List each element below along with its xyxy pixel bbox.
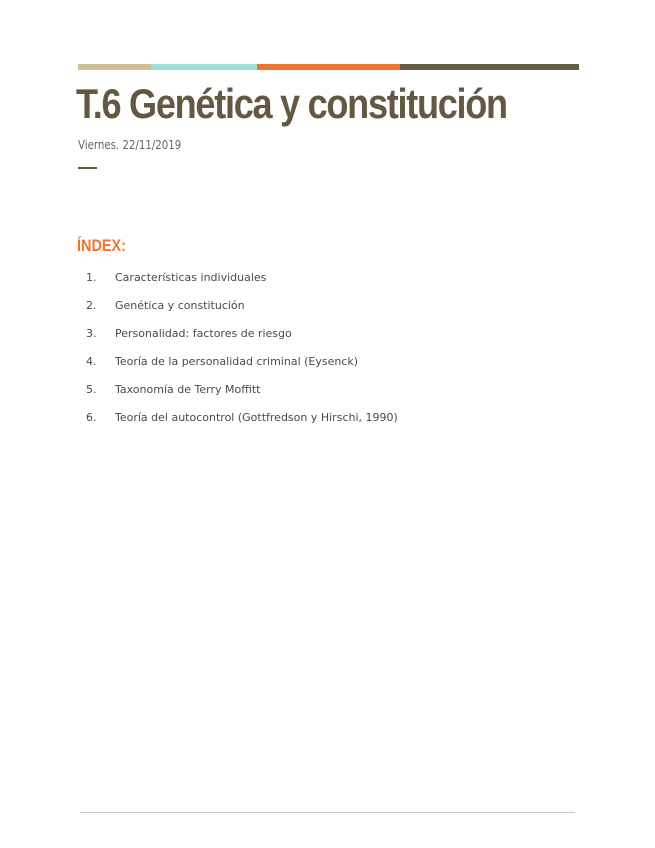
index-item [0,325,500,353]
index-item-number: 3. [86,327,97,340]
index-item-number: 5. [86,383,97,396]
index-item [0,269,500,297]
color-bar-segment [400,64,579,70]
index-item [0,353,500,381]
index-list [0,269,500,437]
index-item-label: Teoría del autocontrol (Gottfredson y Hirschi, 1990) [115,411,398,424]
index-item-label: Genética y constitución [115,299,245,312]
index-item [0,381,500,409]
color-bar-segment [151,64,257,70]
index-item-label: Taxonomía de Terry Moffitt [115,383,261,396]
index-item-label: Personalidad: factores de riesgo [115,327,292,340]
index-item-number: 1. [86,271,97,284]
color-bar-segment [78,64,151,70]
decorative-color-bar [78,64,579,70]
document-title: T.6 Genética y constitución [76,80,507,127]
index-item [0,409,500,437]
title-divider [78,167,97,169]
index-item-number: 6. [86,411,97,424]
document-date: Viernes. 22/11/2019 [78,138,182,152]
footer-divider [80,812,575,813]
color-bar-segment [257,64,400,70]
index-item-label: Teoría de la personalidad criminal (Eysenck) [115,355,359,368]
index-item-number: 2. [86,299,97,312]
index-heading: ÍNDEX: [77,236,126,255]
index-item [0,297,500,325]
index-item-label: Características individuales [115,271,267,284]
index-item-number: 4. [86,355,97,368]
